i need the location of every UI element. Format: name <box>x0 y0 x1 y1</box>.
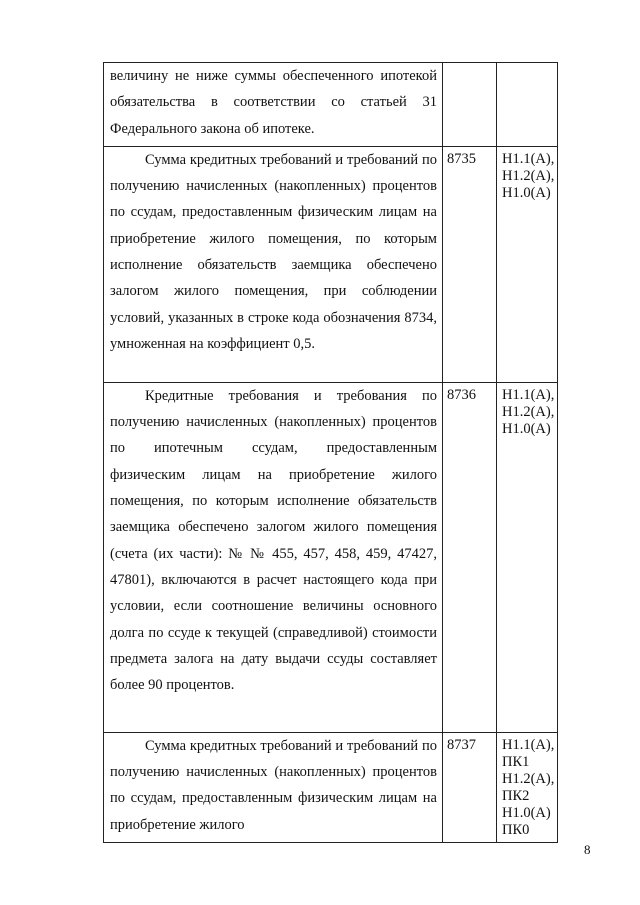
row-forms <box>497 383 557 438</box>
page-number: 8 <box>584 842 591 857</box>
row-forms <box>497 63 557 67</box>
form-code: Н1.2(А), <box>502 167 555 184</box>
forms-cell <box>497 63 558 147</box>
row-code <box>443 63 496 67</box>
row-code: 8737 <box>447 736 476 753</box>
forms-cell <box>497 146 558 382</box>
form-code: Н1.0(А) <box>502 184 551 201</box>
form-code: ПК2 <box>502 787 530 804</box>
description-cell <box>104 732 443 842</box>
code-cell <box>443 382 497 732</box>
form-code: Н1.2(А), <box>502 770 555 787</box>
table-row <box>104 146 558 382</box>
row-forms <box>497 733 557 839</box>
row-code: 8735 <box>447 150 476 167</box>
table-row <box>104 732 558 842</box>
form-code: ПК0 <box>502 821 530 838</box>
code-cell <box>443 146 497 382</box>
form-code: Н1.2(А), <box>502 403 555 420</box>
row-description: Сумма кредитных требований и требований по получению начисленных (накопленных) процентов по ссудам, предоставленным физическим лицам на приобретение жилого помещения, по которым исполнение обязательств заемщика обеспечено залогом жилого помещения, при соблюдении условий, указанных в строке кода обозначения 8734, умноженная на коэффициент 0,5. <box>110 151 437 352</box>
table-row <box>104 382 558 732</box>
forms-cell <box>497 732 558 842</box>
form-code: Н1.0(А) <box>502 804 551 821</box>
row-description: величину не ниже суммы обеспеченного ипотекой обязательства в соответствии со статьей 31 Федерального закона об ипотеке. <box>110 68 437 137</box>
form-code: Н1.1(А), <box>502 736 555 753</box>
description-cell <box>104 382 443 732</box>
form-code: ПК1 <box>502 753 530 770</box>
row-code: 8736 <box>447 386 476 403</box>
row-description: Сумма кредитных требований и требований по получению начисленных (накопленных) процентов по ссудам, предоставленным физическим лицам на приобретение жилого <box>110 737 437 833</box>
code-cell <box>443 732 497 842</box>
forms-cell <box>497 382 558 732</box>
code-cell <box>443 63 497 147</box>
row-forms <box>497 147 557 202</box>
form-code: Н1.1(А), <box>502 150 555 167</box>
table-row <box>104 63 558 147</box>
row-description: Кредитные требования и требования по получению начисленных (накопленных) процентов по ипотечным ссудам, предоставленным физическим лицам на приобретение жилого помещения, по которым исполнение обязательств заемщика обеспечено залогом жилого помещения (счета (их части): № № 455, 457, 458, 459, 47427, 47801), включаются в расчет настоящего кода при условии, если соотношение величины основного долга по ссуде к текущей (справедливой) стоимости предмета залога на дату выдачи ссуды составляет более 90 процентов. <box>110 387 437 694</box>
description-cell <box>104 63 443 147</box>
form-code: Н1.1(А), <box>502 386 555 403</box>
indicator-table <box>103 62 558 843</box>
description-cell <box>104 146 443 382</box>
form-code: Н1.0(А) <box>502 420 551 437</box>
